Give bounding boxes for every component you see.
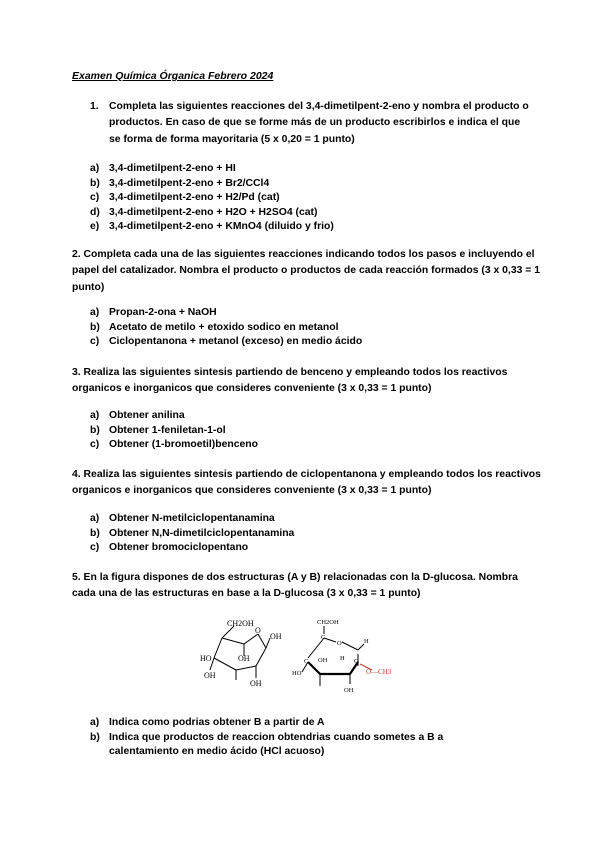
question-3-text: 3. Realiza las siguientes sintesis partiendo de benceno y empleando todos los reactivos organicos e inorganicos que consideres conveniente (3 x 0,33 = 1 punto) — [72, 367, 508, 395]
b-h-inner-label: H — [340, 655, 345, 662]
list-item: a) Indica como podrias obtener B a partir de A — [90, 717, 325, 728]
structure-b — [302, 626, 364, 686]
b-ch2oh-label: CH2OH — [317, 619, 339, 626]
list-item: d) 3,4-dimetilpent-2-eno + H2O + H2SO4 (cat) — [90, 206, 318, 218]
question-5-items — [90, 716, 469, 760]
exam-title: Examen Química Órganica Febrero 2024 — [72, 70, 274, 82]
a-ring-oxygen-label: O — [255, 626, 261, 635]
a-ho-left-label: HO — [200, 654, 212, 663]
list-item: e) 3,4-dimetilpent-2-eno + KMnO4 (diluido y frio) — [90, 221, 334, 233]
question-1 — [90, 99, 530, 148]
list-item: a) Obtener N-metilciclopentanamina — [90, 513, 275, 524]
question-4-items — [90, 512, 294, 556]
a-oh-bottom-left-label: OH — [204, 671, 216, 680]
list-item: a) Obtener anilina — [90, 410, 185, 421]
b-och3-label: O—CH3 — [366, 668, 392, 676]
list-item: b) Acetato de metilo + etoxido sodico en metanol — [90, 321, 339, 333]
b-ho-label: HO — [292, 670, 302, 677]
question-1-text: Completa las siguientes reacciones del 3,4-dimetilpent-2-eno y nombra el producto o productos. En caso de que se forme más de un producto escribirlos e indica el que se forma de forma mayoritaria (5 x 0,20 = 1 punto) — [109, 101, 529, 145]
question-2-items — [90, 306, 362, 350]
glucose-structures-figure — [200, 616, 400, 696]
list-item: c) 3,4-dimetilpent-2-eno + H2/Pd (cat) — [90, 192, 280, 204]
b-oh-inner-label: OH — [318, 657, 328, 664]
question-1-items — [90, 162, 334, 235]
a-oh-right-label: OH — [270, 632, 282, 641]
structure-a — [210, 626, 270, 680]
list-item: c) Ciclopentanona + metanol (exceso) en medio ácido — [90, 336, 363, 348]
question-4-text: 4. Realiza las siguientes sintesis partiendo de ciclopentanona y empleando todos los reactivos organicos e inorganicos que consideres conveniente (3 x 0,33 = 1 punto) — [72, 469, 541, 497]
list-item: b) Indica que productos de reaccion obtendrias cuando sometes a B a calentamiento en medio ácido (HCl acuoso) — [90, 731, 444, 758]
list-item: b) 3,4-dimetilpent-2-eno + Br2/CCl4 — [90, 177, 270, 189]
question-1-number: 1. — [90, 101, 99, 112]
b-h-label: H — [364, 638, 369, 645]
question-3-items — [90, 409, 258, 453]
list-item: b) Obtener 1-feniletan-1-ol — [90, 424, 226, 436]
list-item: b) Obtener N,N-dimetilciclopentanamina — [90, 527, 295, 539]
b-c-right-label: C — [354, 658, 359, 665]
question-5-text: 5. En la figura dispones de dos estructuras (A y B) relacionadas con la D-glucosa. Nombra cada una de las estructuras en base a la D-glucosa (3 x 0,33 = 1 punto) — [72, 572, 518, 600]
list-item: c) Obtener bromociclopentano — [90, 542, 249, 554]
list-item: a) 3,4-dimetilpent-2-eno + HI — [90, 163, 236, 174]
b-c-left-label: C — [304, 658, 309, 665]
question-2-text: 2. Completa cada una de las siguientes reacciones indicando todos los pasos e incluyendo el papel del catalizador. Nombra el producto o productos de cada reacción formados (3 x 0,33 = 1 punto) — [72, 249, 540, 293]
b-c-top-label: C — [321, 634, 326, 641]
a-ch2oh-label: CH2OH — [227, 619, 254, 628]
a-oh-mid-label: OH — [238, 654, 250, 663]
list-item: c) Obtener (1-bromoetil)benceno — [90, 439, 258, 451]
a-oh-bottom-label: OH — [250, 679, 262, 688]
list-item: a) Propan-2-ona + NaOH — [90, 307, 217, 318]
b-ring-oxygen-label: O — [337, 640, 342, 647]
b-oh-bottom-label: OH — [344, 687, 354, 694]
